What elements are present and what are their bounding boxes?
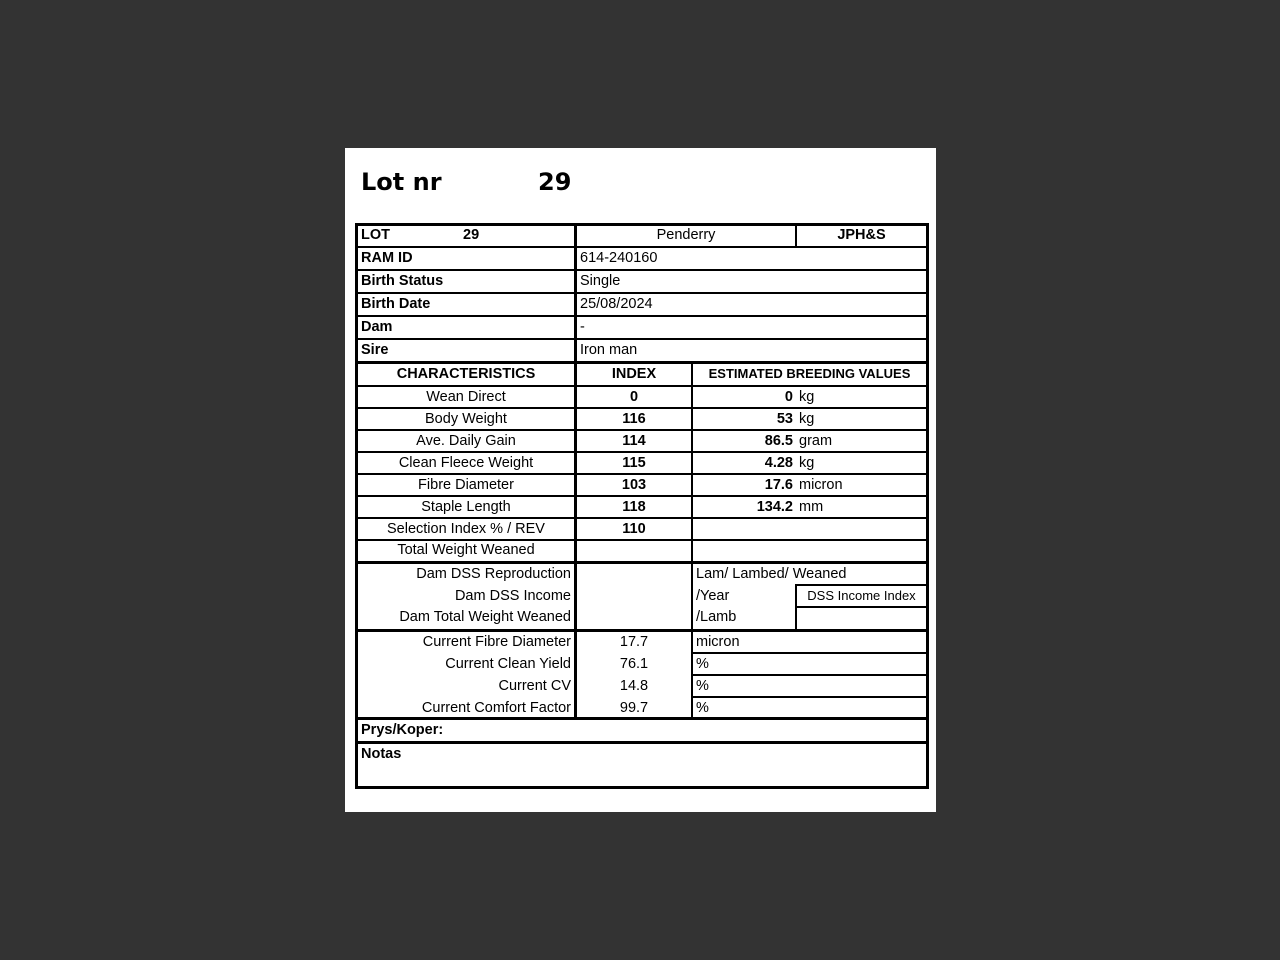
trait-unit <box>799 519 919 539</box>
current-value: 14.8 <box>619 678 649 694</box>
lot-title-number: 29 <box>538 168 572 196</box>
current-label: Current Fibre Diameter <box>422 634 571 650</box>
owner-code: JPH&S <box>837 227 886 243</box>
price-buyer-field: Prys/Koper: <box>361 722 444 738</box>
trait-name: Fibre Diameter <box>418 477 514 493</box>
trait-name: Body Weight <box>425 411 507 427</box>
trait-index: 114 <box>622 433 646 449</box>
trait-name: Clean Fleece Weight <box>398 455 534 471</box>
trait-index: 116 <box>622 411 646 427</box>
dam-label: Dam <box>361 319 393 335</box>
trait-name: Wean Direct <box>426 389 506 405</box>
dam-total-weight-weaned-unit: /Lamb <box>696 609 737 625</box>
trait-ebv: 53 <box>776 411 793 427</box>
trait-unit: kg <box>799 389 815 405</box>
trait-ebv: 86.5 <box>764 433 793 449</box>
dss-income-index-label: DSS Income Index <box>807 588 916 603</box>
trait-unit: micron <box>799 477 843 493</box>
current-label: Current Clean Yield <box>445 656 571 672</box>
trait-name: Total Weight Weaned <box>397 542 535 558</box>
breeder-name: Penderry <box>656 227 716 243</box>
birth-date-label: Birth Date <box>361 296 431 312</box>
sire-label: Sire <box>361 342 389 358</box>
current-value: 17.7 <box>619 634 649 650</box>
trait-ebv: 0 <box>784 389 793 405</box>
trait-name: Ave. Daily Gain <box>416 433 516 449</box>
header-index: INDEX <box>611 366 657 382</box>
notes-field: Notas <box>361 746 402 762</box>
current-unit: % <box>696 656 709 672</box>
trait-index: 103 <box>621 477 647 493</box>
current-value: 76.1 <box>619 656 649 672</box>
trait-ebv <box>693 519 793 539</box>
trait-index: 115 <box>622 455 646 471</box>
birth-status-label: Birth Status <box>361 273 444 289</box>
trait-ebv: 134.2 <box>756 499 793 515</box>
birth-date-value: 25/08/2024 <box>580 296 653 312</box>
lot-title-label: Lot nr <box>361 168 442 196</box>
current-unit: micron <box>696 634 740 650</box>
trait-ebv: 17.6 <box>764 477 793 493</box>
current-unit: % <box>696 678 709 694</box>
dam-dss-income-unit: /Year <box>696 588 730 604</box>
header-characteristics: CHARACTERISTICS <box>396 366 536 382</box>
dam-dss-reproduction-unit: Lam/ Lambed/ Weaned <box>696 566 847 582</box>
trait-ebv <box>693 540 793 560</box>
header-ebv: ESTIMATED BREEDING VALUES <box>708 366 911 381</box>
current-label: Current Comfort Factor <box>421 700 571 716</box>
trait-ebv: 4.28 <box>764 455 793 471</box>
lot-number: 29 <box>463 227 480 243</box>
dam-total-weight-weaned-label: Dam Total Weight Weaned <box>399 609 571 625</box>
trait-index: 110 <box>622 521 646 537</box>
dam-dss-reproduction-label: Dam DSS Reproduction <box>416 566 571 582</box>
ram-id-value: 614-240160 <box>580 250 658 266</box>
dam-value: - <box>580 319 585 335</box>
lot-label: LOT <box>361 227 390 243</box>
trait-unit <box>799 540 919 560</box>
trait-index <box>577 540 691 560</box>
trait-name: Selection Index % / REV <box>387 521 545 537</box>
trait-unit: mm <box>799 499 824 515</box>
trait-unit: kg <box>799 411 815 427</box>
birth-status-value: Single <box>580 273 621 289</box>
dam-dss-income-label: Dam DSS Income <box>454 588 571 604</box>
trait-unit: gram <box>799 433 833 449</box>
current-unit: % <box>696 700 709 716</box>
trait-unit: kg <box>799 455 815 471</box>
trait-index: 118 <box>622 499 646 515</box>
dss-income-index-value <box>797 608 926 628</box>
sire-value: Iron man <box>580 342 638 358</box>
trait-name: Staple Length <box>421 499 511 515</box>
trait-index: 0 <box>629 389 639 405</box>
ram-id-label: RAM ID <box>361 250 413 266</box>
current-label: Current CV <box>498 678 571 694</box>
current-value: 99.7 <box>619 700 649 716</box>
